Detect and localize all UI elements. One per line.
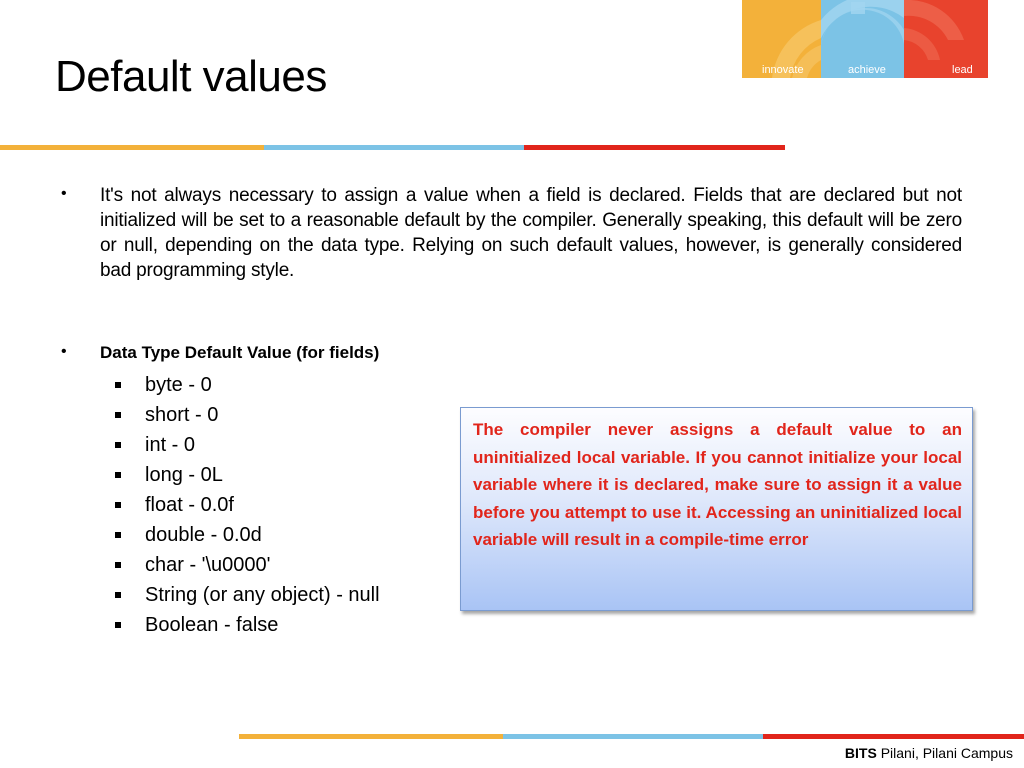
logo <box>742 0 988 78</box>
list-item-text: Boolean - false <box>145 614 279 636</box>
list-item <box>112 460 380 490</box>
list-item-text: short - 0 <box>145 404 219 426</box>
square-bullet-icon <box>115 502 121 508</box>
logo-word-achieve: achieve <box>848 64 886 76</box>
footer <box>845 745 1013 761</box>
list-item-text: double - 0.0d <box>145 524 262 546</box>
gear-graphic <box>904 0 988 78</box>
top-rule-orange <box>0 145 264 150</box>
footer-brand: BITS <box>844 745 877 761</box>
footer-campus: Pilani, Pilani Campus <box>880 745 1013 761</box>
logo-segment-achieve <box>821 0 904 78</box>
list-item-text: long - 0L <box>145 464 223 486</box>
logo-segment-innovate <box>742 0 821 78</box>
list-item-text: int - 0 <box>145 434 196 456</box>
logo-word-lead: lead <box>952 64 973 76</box>
list-item-text: float - 0.0f <box>145 494 234 516</box>
square-bullet-icon <box>115 532 121 538</box>
top-rule-blue <box>264 145 524 150</box>
default-values-list <box>112 370 380 640</box>
bottom-rule-blue <box>503 734 763 739</box>
square-bullet-icon <box>115 622 121 628</box>
square-bullet-icon <box>115 382 121 388</box>
square-bullet-icon <box>115 592 121 598</box>
callout-box <box>460 407 973 611</box>
intro-paragraph: It's not always necessary to assign a value when a field is declared. Fields that are declared but not initialized will be set to a reasonable default by the compiler. Generally speaking, this default will be zero or null, depending on the data type. Relying on such default values, however, is generally considered bad programming style. <box>100 185 962 281</box>
list-item-text: char - '\u0000' <box>145 554 271 576</box>
square-bullet-icon <box>115 472 121 478</box>
list-item <box>112 400 380 430</box>
list-item <box>112 370 380 400</box>
logo-segment-lead <box>904 0 988 78</box>
list-item <box>112 610 380 640</box>
logo-word-innovate: innovate <box>762 64 804 76</box>
subheading: Data Type Default Value (for fields) <box>100 343 380 362</box>
list-item <box>112 580 380 610</box>
bullet-marker: • <box>61 185 67 202</box>
top-rule-red <box>524 145 785 150</box>
bullet-marker: • <box>61 343 67 360</box>
square-bullet-icon <box>115 412 121 418</box>
list-item <box>112 430 380 460</box>
square-bullet-icon <box>115 562 121 568</box>
list-item-text: String (or any object) - null <box>145 584 380 606</box>
list-item <box>112 490 380 520</box>
list-item <box>112 550 380 580</box>
list-item-text: byte - 0 <box>145 374 212 396</box>
slide-title: Default values <box>55 52 327 101</box>
square-bullet-icon <box>115 442 121 448</box>
bottom-rule-orange <box>239 734 503 739</box>
callout-text: The compiler never assigns a default value to an uninitialized local variable. If you cannot initialize your local variable where it is declared, make sure to assign it a value before you attempt to use it. Accessing an uninitialized local variable will result in a compile-time error <box>473 420 962 549</box>
bottom-rule-red <box>763 734 1024 739</box>
list-item <box>112 520 380 550</box>
